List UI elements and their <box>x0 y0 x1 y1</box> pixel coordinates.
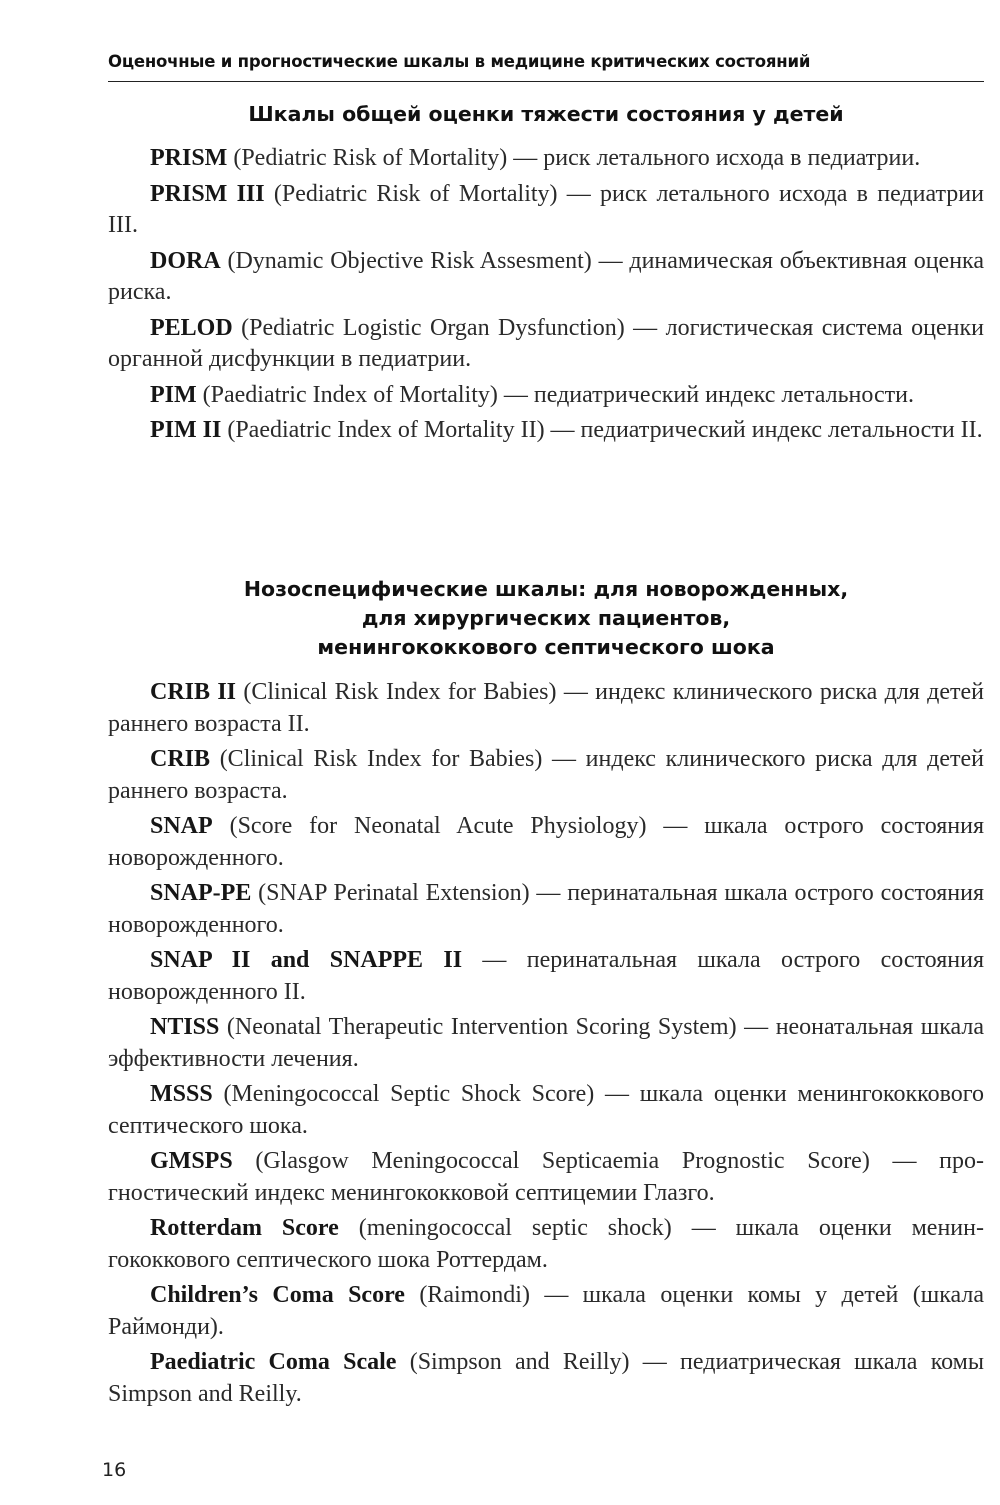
entry-term: SNAP-PE <box>150 880 252 906</box>
entry-term: Rotterdam Score <box>150 1215 339 1241</box>
entry-text: (Neonatal Therapeutic Intervention Scoring System) — неонатальная шкала эффективности лечения. <box>108 1014 984 1072</box>
section-heading-nosospecific-scales <box>108 575 984 662</box>
entry-text: (Meningococcal Septic Shock Score) — шкала оценки менингококкового септического шока. <box>108 1081 984 1139</box>
entry-pelod <box>108 313 984 376</box>
entry-term: PELOD <box>150 314 233 341</box>
entry-text: (Pediatric Risk of Mortality) — риск летального исхода в педиатрии. <box>227 145 921 171</box>
entry-pim <box>108 380 984 412</box>
entry-text: (Simpson and Reilly) — педиатрическая шкала комы Simpson and Reilly. <box>108 1349 984 1407</box>
entry-msss <box>108 1079 984 1142</box>
section-heading-line: для хирургических пациентов, <box>361 606 731 630</box>
entry-term: SNAP <box>150 813 213 839</box>
entry-paediatric-coma-scale <box>108 1347 984 1410</box>
entry-text: (Clinical Risk Index for Babies) — индекс клинического риска для детей раннего возраста. <box>108 746 984 804</box>
entry-pim-ii <box>108 415 984 447</box>
entry-term: Paediatric Coma Scale <box>150 1349 397 1375</box>
entry-term: GMSPS <box>150 1148 233 1174</box>
entry-term: CRIB <box>150 746 211 772</box>
entry-term: PRISM III <box>150 180 265 207</box>
header-rule <box>108 81 984 82</box>
section-heading-line: менингококкового септического шока <box>317 635 775 659</box>
entry-text: — перинатальная шкала острого состояния новорожденного II. <box>108 947 984 1005</box>
entry-text: (Clinical Risk Index for Babies) — индекс клинического риска для детей раннего возраста II. <box>108 679 984 737</box>
entry-term: NTISS <box>150 1014 220 1040</box>
entry-snap <box>108 811 984 874</box>
entry-text: (Raimondi) — шкала оценки комы у детей (шкала Раймонди). <box>108 1282 985 1340</box>
entry-text: (Dynamic Objective Risk Assesment) — динамическая объективная оценка риска. <box>108 247 984 305</box>
entry-crib <box>108 744 984 807</box>
entry-term: PIM II <box>150 417 222 443</box>
entry-snap-pe <box>108 878 984 941</box>
entry-text: (SNAP Perinatal Extension) — перинатальная шкала острого состояния новорожденного. <box>108 880 984 938</box>
entry-text: (Pediatric Logistic Organ Dysfunction) — логистическая система оценки органной дисфункции в педиатрии. <box>108 314 984 372</box>
entry-term: SNAP II and SNAPPE II <box>150 947 463 973</box>
entry-crib-ii <box>108 677 984 740</box>
entry-text: (Paediatric Index of Mortality II) — педиатрический индекс летальности II. <box>221 417 983 443</box>
entry-snap-ii-snappe-ii <box>108 945 984 1008</box>
section-heading-general-scales: Шкалы общей оценки тяжести состояния у детей <box>248 102 844 126</box>
section-heading-line: Нозоспецифические шкалы: для новорожденных, <box>243 577 849 601</box>
entry-prism <box>108 143 984 175</box>
entry-term: MSSS <box>150 1081 213 1107</box>
entry-term: Children’s Coma Score <box>150 1282 405 1308</box>
entry-term: CRIB II <box>150 679 237 705</box>
entry-childrens-coma-score <box>108 1280 984 1343</box>
entry-term: DORA <box>150 247 221 274</box>
entry-term: PRISM <box>150 145 228 171</box>
entry-ntiss <box>108 1012 984 1075</box>
entry-term: PIM <box>150 381 197 408</box>
entry-text: (meningococcal septic shock) — шкала оценки менингококкового септического шока Роттердам. <box>108 1215 984 1273</box>
entry-rotterdam-score <box>108 1213 984 1276</box>
entries-list-nosospecific <box>108 677 984 1414</box>
entry-gmsps <box>108 1146 984 1209</box>
entry-dora <box>108 246 984 309</box>
entry-text: (Glasgow Meningococcal Septicaemia Prognostic Score) — прогностический индекс менингококковой септицемии Глазго. <box>108 1148 984 1206</box>
entry-prism-iii <box>108 179 984 242</box>
entry-text: (Pediatric Risk of Mortality) — риск летального исхода в педиатрии III. <box>108 180 984 238</box>
entries-list-general <box>108 143 984 451</box>
running-header: Оценочные и прогностические шкалы в медицине критических состояний <box>108 52 811 71</box>
entry-text: (Paediatric Index of Mortality) — педиатрический индекс летальности. <box>196 381 914 408</box>
entry-text: (Score for Neonatal Acute Physiology) — шкала острого состояния новорожденного. <box>108 813 984 871</box>
page-number: 16 <box>102 1459 127 1481</box>
